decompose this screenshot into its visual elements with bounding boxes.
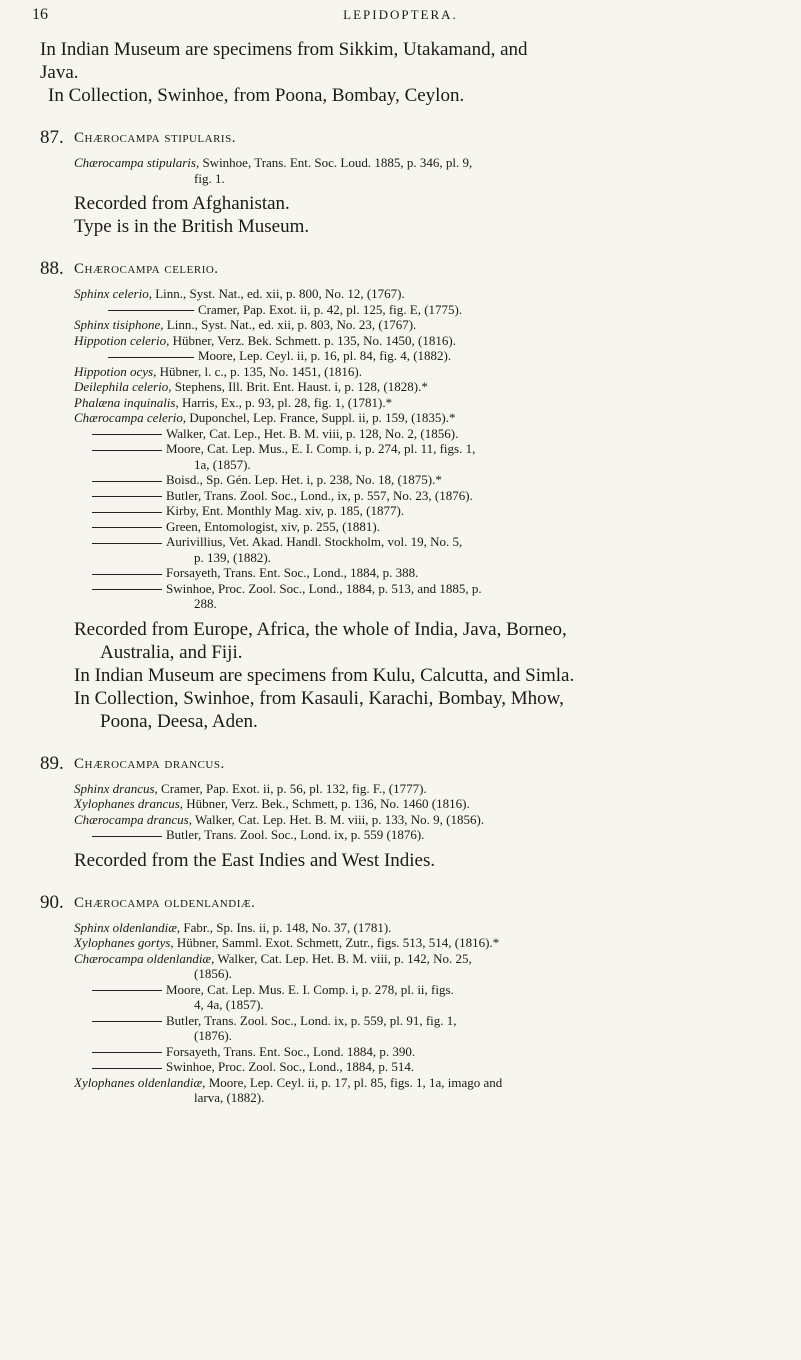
intro-notes (40, 38, 780, 107)
ditto-rule (92, 589, 162, 590)
distribution-note: Recorded from the East Indies and West Indies. (74, 849, 436, 871)
entry-number: 90. (40, 891, 64, 913)
reference: Phalæna inquinalis, Harris, Ex., p. 93, pl. 28, fig. 1, (1781).* (74, 394, 393, 410)
synonymy-list (74, 781, 780, 843)
synonymy-list (74, 920, 780, 1106)
reference: Green, Entomologist, xiv, p. 255, (1881). (74, 519, 780, 535)
reference: Moore, Cat. Lep. Mus. E. I. Comp. i, p. 278, pl. ii, figs. 4, 4a, (1857). (74, 982, 780, 1013)
collection-note: In Collection, Swinhoe, from Kasauli, Karachi, Bombay, Mhow, Poona, Deesa, Aden. (74, 687, 564, 732)
reference: Butler, Trans. Zool. Soc., Lond. ix, p. 559, pl. 91, fig. 1, (1876). (74, 1013, 780, 1044)
ditto-rule (92, 574, 162, 575)
species-entry-90 (40, 892, 780, 1106)
reference: Hippotion ocys, Hübner, l. c., p. 135, No. 1451, (1816). (74, 363, 362, 379)
entry-number: 88. (40, 258, 64, 279)
reference: Chærocampa drancus, Walker, Cat. Lep. Het. B. M. viii, p. 133, No. 9, (1856). (74, 811, 485, 827)
species-name: Chærocampa oldenlandiæ. (74, 894, 256, 911)
ditto-rule (92, 527, 162, 528)
species-entry-89 (40, 753, 780, 872)
reference: Sphinx celerio, Linn., Syst. Nat., ed. xii, p. 800, No. 12, (1767). (74, 286, 405, 301)
reference: Sphinx drancus, Cramer, Pap. Exot. ii, p. 56, pl. 132, fig. F., (1777). (74, 780, 427, 796)
ditto-rule (108, 357, 194, 358)
reference: Sphinx oldenlandiæ, Fabr., Sp. Ins. ii, p. 148, No. 37, (1781). (74, 919, 392, 935)
reference: Butler, Trans. Zool. Soc., Lond. ix, p. 559 (1876). (74, 827, 780, 843)
entry-number: 89. (40, 752, 64, 774)
reference: Aurivillius, Vet. Akad. Handl. Stockholm, vol. 19, No. 5, p. 139, (1882). (74, 534, 780, 565)
species-name: Chærocampa drancus. (74, 755, 225, 772)
synonymy-list (74, 286, 780, 612)
reference: Moore, Cat. Lep. Mus., E. I. Comp. i, p. 274, pl. 11, figs. 1, 1a, (1857). (74, 441, 780, 472)
page-body (40, 38, 780, 1112)
reference: Chærocampa oldenlandiæ, Walker, Cat. Lep. Het. B. M. viii, p. 142, No. 25, (1856). (74, 950, 472, 981)
ditto-rule (92, 481, 162, 482)
reference: Hippotion celerio, Hübner, Verz. Bek. Schmett. p. 135, No. 1450, (1816). (74, 332, 456, 348)
ditto-rule (92, 512, 162, 513)
entry-number: 87. (40, 127, 64, 148)
reference: Butler, Trans. Zool. Soc., Lond., ix, p. 557, No. 23, (1876). (74, 488, 780, 504)
species-name: Chærocampa stipularis. (74, 130, 236, 146)
page-number: 16 (32, 6, 48, 23)
type-note: Type is in the British Museum. (74, 216, 310, 237)
reference: Boisd., Sp. Gén. Lep. Het. i, p. 238, No. 18, (1875).* (74, 472, 780, 488)
reference: Sphinx tisiphone, Linn., Syst. Nat., ed. xii, p. 803, No. 23, (1767). (74, 317, 417, 332)
reference: Kirby, Ent. Monthly Mag. xiv, p. 185, (1877). (74, 503, 780, 519)
ditto-rule (92, 1068, 162, 1069)
synonymy-list (74, 155, 780, 186)
ditto-rule (92, 543, 162, 544)
intro-note-collection: In Collection, Swinhoe, from Poona, Bombay, Ceylon. (48, 85, 465, 106)
reference: Chærocampa stipularis, Swinhoe, Trans. Ent. Soc. Loud. 1885, p. 346, pl. 9, fig. 1. (74, 155, 473, 186)
ditto-rule (92, 496, 162, 497)
ditto-rule (92, 990, 162, 991)
reference: Swinhoe, Proc. Zool. Soc., Lond., 1884, p. 514. (74, 1059, 780, 1075)
ditto-rule (92, 1021, 162, 1022)
reference: Moore, Lep. Ceyl. ii, p. 16, pl. 84, fig. 4, (1882). (74, 348, 780, 364)
reference: Xylophanes drancus, Hübner, Verz. Bek., Schmett, p. 136, No. 1460 (1816). (74, 796, 470, 811)
distribution-note: Recorded from Europe, Africa, the whole of India, Java, Borneo, Australia, and Fiji. (74, 618, 567, 663)
species-entry-87 (40, 127, 780, 238)
ditto-rule (92, 434, 162, 435)
reference: Xylophanes gortys, Hübner, Samml. Exot. Schmett, Zutr., figs. 513, 514, (1816).* (74, 935, 500, 950)
page-header (0, 4, 801, 26)
ditto-rule (108, 310, 194, 311)
reference: Forsayeth, Trans. Ent. Soc., Lond. 1884, p. 390. (74, 1044, 780, 1060)
reference: Xylophanes oldenlandiæ, Moore, Lep. Ceyl. ii, p. 17, pl. 85, figs. 1, 1a, imago and larva, (1882). (74, 1074, 503, 1105)
reference: Deilephila celerio, Stephens, Ill. Brit. Ent. Haust. i, p. 128, (1828).* (74, 379, 428, 394)
ditto-rule (92, 836, 162, 837)
distribution-note: Recorded from Afghanistan. (74, 193, 290, 214)
reference: Cramer, Pap. Exot. ii, p. 42, pl. 125, fig. E, (1775). (74, 302, 780, 318)
running-head: LEPIDOPTERA. (343, 7, 458, 22)
reference: Swinhoe, Proc. Zool. Soc., Lond., 1884, p. 513, and 1885, p. 288. (74, 581, 780, 612)
species-name: Chærocampa celerio. (74, 261, 219, 277)
reference: Chærocampa celerio, Duponchel, Lep. France, Suppl. ii, p. 159, (1835).* (74, 410, 456, 425)
intro-note-indian-museum: In Indian Museum are specimens from Sikkim, Utakamand, and Java. (40, 39, 528, 83)
indian-museum-note: In Indian Museum are specimens from Kulu, Calcutta, and Simla. (74, 664, 575, 686)
ditto-rule (92, 1052, 162, 1053)
species-entry-88 (40, 258, 780, 733)
ditto-rule (92, 450, 162, 451)
reference: Walker, Cat. Lep., Het. B. M. viii, p. 128, No. 2, (1856). (74, 426, 780, 442)
reference: Forsayeth, Trans. Ent. Soc., Lond., 1884, p. 388. (74, 565, 780, 581)
